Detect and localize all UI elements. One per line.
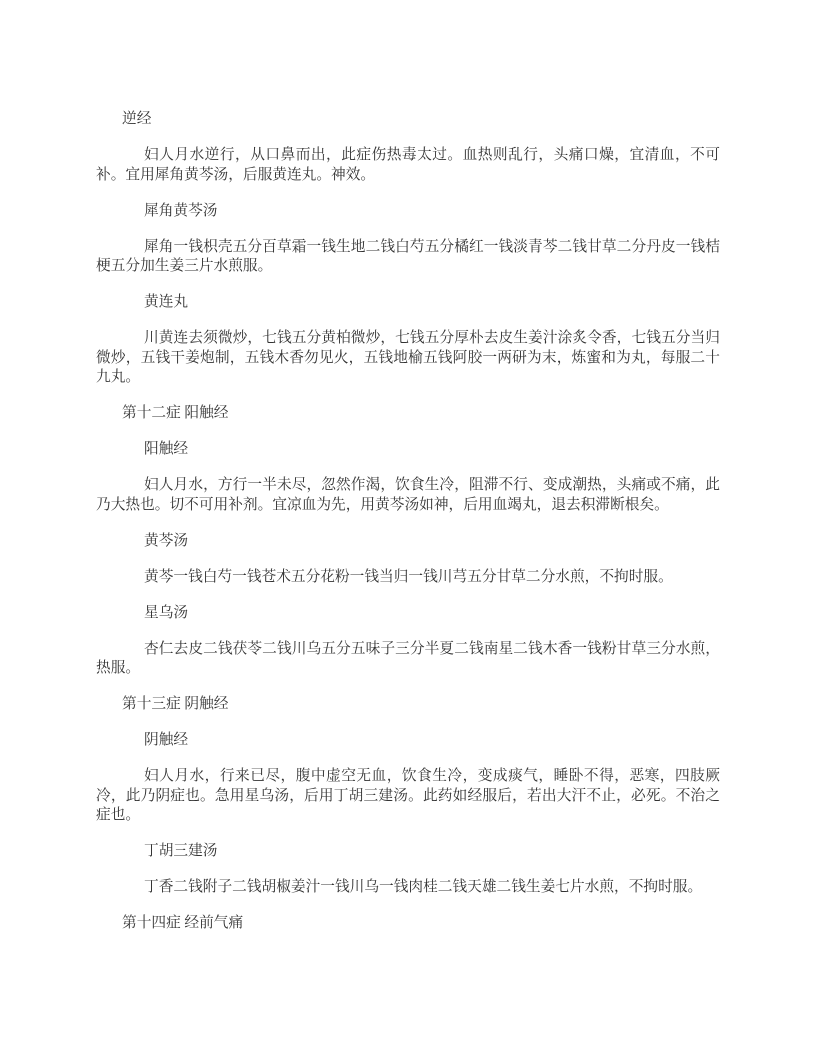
- paragraph: 妇人月水逆行，从口鼻而出，此症伤热毒太过。血热则乱行，头痛口燥，宜清血，不可补。宜用犀角黄芩汤，后服黄连丸。神效。: [96, 147, 720, 183]
- paragraph: 黄芩一钱白芍一钱苍术五分花粉一钱当归一钱川芎五分甘草二分水煎，不拘时服。: [144, 568, 673, 585]
- sub-title: 阴触经: [144, 732, 189, 748]
- section-title: 第十二症 阳触经: [122, 405, 229, 421]
- section-title: 第十四症 经前气痛: [122, 915, 244, 931]
- document-content: [96, 110, 720, 934]
- paragraph: 妇人月水，行来已尽，腹中虚空无血，饮食生冷，变成痰气，睡卧不得，恶寒，四肢厥冷，此乃阴症也。急用星乌汤，后用丁胡三建汤。此药如经服后，若出大汗不止，必死。不治之症也。: [96, 768, 720, 823]
- sub-title: 星乌汤: [144, 604, 189, 621]
- paragraph: 犀角一钱枳壳五分百草霜一钱生地二钱白芍五分橘红一钱淡青芩二钱甘草二分丹皮一钱桔梗五分加生姜三片水煎服。: [96, 238, 720, 274]
- section-title: 第十三症 阴触经: [122, 696, 229, 712]
- paragraph: 妇人月水，方行一半未尽，忽然作渴，饮食生冷，阻滞不行、变成潮热，头痛或不痛，此乃大热也。切不可用补剂。宜凉血为先，用黄芩汤如神，后用血竭丸，退去积滞断根矣。: [96, 477, 720, 513]
- paragraph: 丁香二钱附子二钱胡椒姜汁一钱川乌一钱肉桂二钱天雄二钱生姜七片水煎，不拘时服。: [144, 879, 703, 895]
- sub-title: 黄连丸: [144, 294, 189, 310]
- paragraph: 杏仁去皮二钱茯苓二钱川乌五分五味子三分半夏二钱南星二钱木香一钱粉甘草三分水煎，热服。: [96, 640, 720, 676]
- sub-title: 阳触经: [144, 441, 189, 457]
- sub-title: 黄芩汤: [144, 532, 189, 549]
- paragraph: 川黄连去须微炒，七钱五分黄柏微炒，七钱五分厚朴去皮生姜汁涂炙令香，七钱五分当归微炒，五钱干姜炮制，五钱木香勿见火，五钱地榆五钱阿胶一两研为末，炼蜜和为丸，每服二十九丸。: [96, 330, 720, 385]
- sub-title: 犀角黄芩汤: [144, 202, 218, 219]
- section-title: 逆经: [122, 111, 152, 127]
- sub-title: 丁胡三建汤: [144, 843, 218, 859]
